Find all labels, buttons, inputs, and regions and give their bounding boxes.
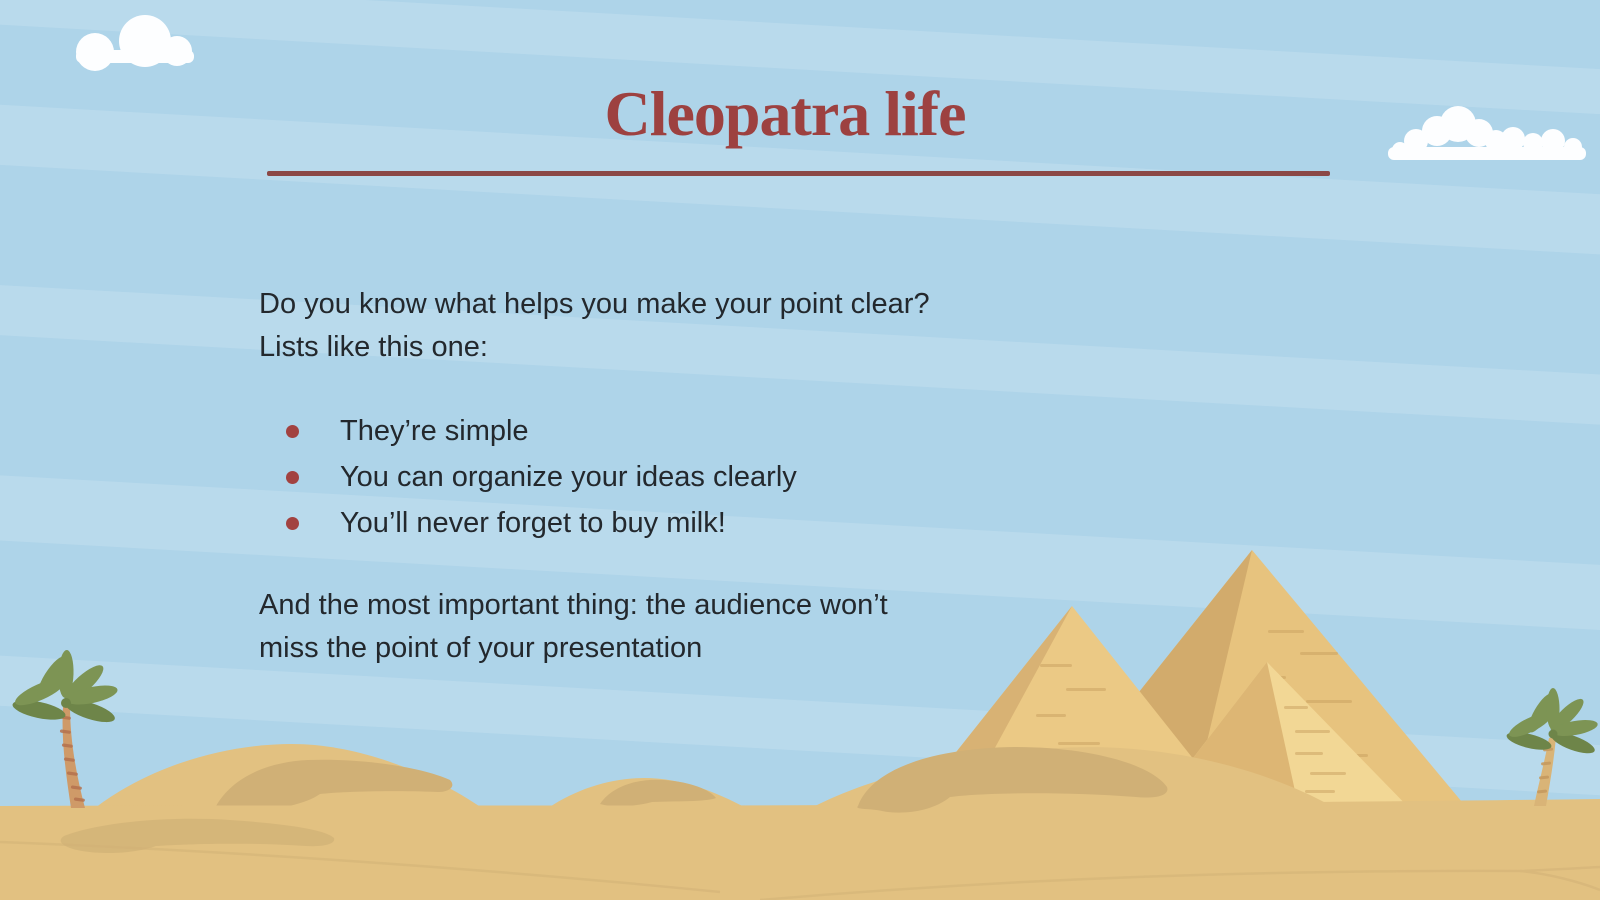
bullet-text: They’re simple [340, 415, 529, 447]
outro-line-1: And the most important thing: the audience won’t [259, 589, 888, 621]
bullet-list [259, 410, 1099, 545]
title-underline [267, 171, 1330, 176]
bullet-item [259, 502, 1099, 545]
bullet-dot-icon [286, 425, 299, 438]
intro-line-2: Lists like this one: [259, 331, 488, 363]
bullet-dot-icon [286, 471, 299, 484]
outro-line-2: miss the point of your presentation [259, 632, 703, 664]
slide-title: Cleopatra life [604, 78, 966, 149]
slide-body-text [259, 283, 1099, 670]
bullet-item [259, 456, 1099, 499]
outro-paragraph [259, 584, 1099, 670]
bullet-text: You can organize your ideas clearly [340, 461, 797, 493]
bullet-item [259, 410, 1099, 453]
intro-line-1: Do you know what helps you make your point clear? [259, 288, 930, 320]
bullet-dot-icon [286, 517, 299, 530]
bullet-text: You’ll never forget to buy milk! [340, 507, 726, 539]
